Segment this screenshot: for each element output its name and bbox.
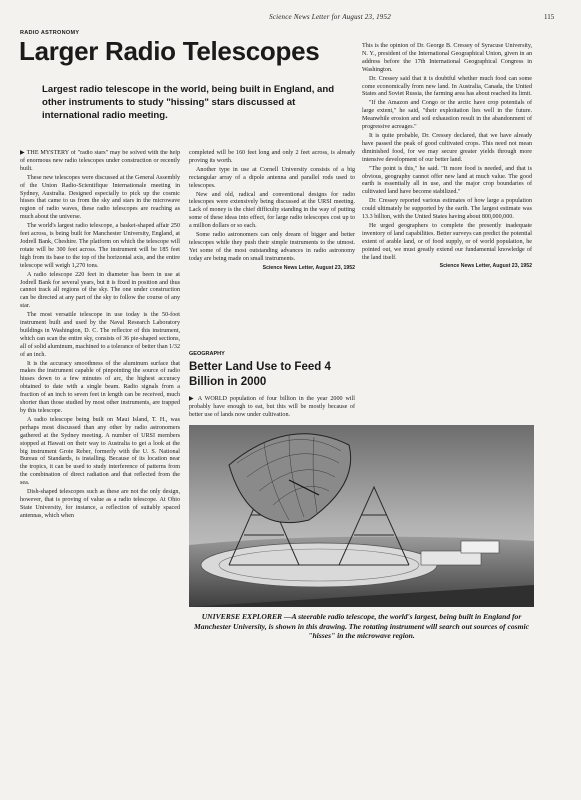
- paragraph: ▶ THE MYSTERY of "radio stars" may be solved with the help of enormous new radio telescopes under construction or recently built.: [20, 150, 180, 172]
- paragraph: New and old, radical and conventional designs for radio telescopes were extensively being discussed at the URSI meeting. Lack of money is the chief difficulty standing in the way of putting some of these ideas into effect, for large radio telescopes cost up to a million dollars or so each.: [189, 191, 355, 230]
- section-kicker: RADIO ASTRONOMY: [20, 30, 80, 36]
- article-credit: Science News Letter, August 23, 1952: [262, 264, 355, 271]
- article-2-intro: [189, 396, 355, 421]
- paragraph: The most versatile telescope in use today is the 50-foot instrument built and used by the Naval Research Laboratory buildings in Washington, D. C. The reflector of this instrument, which can scan the entire sky, consists of 36 pie-shaped sections, all of solid aluminum, machined to a tolerance of better than 1/32 of an inch.: [20, 312, 180, 358]
- paragraph: Dr. Cressey said that it is doubtful whether much food can some come economically from new land. In Australia, Canada, the United States and Soviet Russia, the farming area has about reached its limit.: [362, 75, 532, 98]
- article-column-3: [362, 43, 532, 275]
- section-kicker-2: GEOGRAPHY: [189, 351, 225, 357]
- figure-caption: UNIVERSE EXPLORER —A steerable radio telescope, the world's largest, being built in England for Manchester University, is shown in this drawing. The rotating instrument will search out sources of cosmic "hisses" in the microwave region.: [194, 612, 529, 641]
- paragraph: It is quite probable, Dr. Cressey declared, that we have already have passed the peak of good cultivated crops. This need not mean diminished food, for we may secure greater yields through more intensive development of our better land.: [362, 132, 532, 163]
- paragraph: This is the opinion of Dr. George B. Cressey of Syracuse University, N. Y., president of the International Geographical Union, given in an address before the 17th International Geographical Congress in Washington.: [362, 43, 532, 73]
- paragraph: It is the accuracy smoothness of the aluminum surface that makes the instrument capable of pinpointing the source of radio hisses down to a few minutes of arc, the highest accuracy obtained to date with a single beam. Radio signals from a fraction of an inch to seven feet in length can be received, much shorter than those studied by most other instruments, are trapped by this telescope.: [20, 360, 180, 414]
- article-column-2: [189, 150, 355, 277]
- paragraph: Dr. Cressey reported various estimates of how large a population could ultimately be supported by the earth. The largest estimate was 13.3 billion, with the United States having about 800,000,000.: [362, 198, 532, 221]
- paragraph: A radio telescope 220 feet in diameter has been in use at Jodrell Bank for several years, but it is fixed in position and thus cannot track all regions of the sky. The one under construction can be directed at any part of the sky to follow the course of any star.: [20, 271, 180, 310]
- article-credit-2: Science News Letter, August 23, 1952: [439, 263, 532, 270]
- paragraph: Dish-shaped telescopes such as these are not the only design, however, that is proving of value as a radio telescope. At Ohio State University, for instance, a reflection of suitably spaced antennas, which when: [20, 489, 180, 519]
- page-number: 115: [544, 13, 555, 21]
- running-header: Science News Letter for August 23, 1952: [269, 13, 391, 21]
- paragraph: These new telescopes were discussed at the General Assembly of the Union Radio-Scientifique Internationale meeting in Sydney, Australia. Designed especially to pick up the cosmic hisses that came to us from the sky and stars in the microwave region of radio waves, these radio telescopes are reaching as much about the universe.: [20, 174, 180, 221]
- article-column-1: [20, 150, 180, 750]
- paragraph: He urged geographers to complete the presently inadequate inventory of land capabilities. Better surveys can predict the potential extent of arable land, or of food supply, or of world population, he pointed out, we must greatly extend our fundamental knowledge of the land itself.: [362, 222, 532, 261]
- paragraph: "If the Amazon and Congo or the arctic have crop potentials of large extent," he said, "their exploitation lies well in the future. Meanwhile erosion and soil exhaustion result in the abandonment of progressive acreages.": [362, 100, 532, 131]
- paragraph: A radio telescope being built on Maui Island, T. H., was perhaps most discussed than any other by radio astronomers gathered at the Sydney meeting. A number of URSI members stopped at Hawaii on their way to Australia to get a look at the big instrument Grote Reber, formerly with the U. S. National Bureau of Standards, is installing. Because of its location near the tropics, it can be used to study interference of patterns from the combination of direct radiation and that reflected from the sea.: [20, 416, 180, 487]
- paragraph: completed will be 160 feet long and only 2 feet across, is already proving its worth.: [189, 150, 355, 164]
- article-headline: Larger Radio Telescopes: [19, 36, 320, 66]
- radio-telescope-drawing: [189, 425, 534, 607]
- paragraph: "The point is this," he said. "It more food is needed, and that is obvious, geography cannot offer new land at much value. The good earth is essentially all in use, and the major crop boundaries of cultivated land have become stabilized.": [362, 165, 532, 196]
- paragraph: ▶ A WORLD population of four billion in the year 2000 will probably have enough to eat, but this will be mostly because of better use of lands now under cultivation.: [189, 396, 355, 418]
- paragraph: Some radio astronomers can only dream of bigger and better telescopes while they push their simple instruments to the utmost. Yet some of the most outstanding advances in radio astronomy today are being made on small instruments.: [189, 232, 355, 262]
- paragraph: The world's largest radio telescope, a basket-shaped affair 250 feet across, is being built for Manchester University, England, at Jodrell Bank, Cheshire. The platform on which the telescope will rotate will be 300 feet across. The instrument will be 185 feet high from its base to the top of the horizontal axis, and the entire telescope will weigh 1,270 tons.: [20, 223, 180, 269]
- article-headline-2: Better Land Use to Feed 4 Billion in 2000: [189, 361, 331, 388]
- paragraph: Another type in use at Cornell University consists of a big rectangular array of a dipole antenna and parallel rods used to telescopes.: [189, 166, 355, 189]
- article-deck: Largest radio telescope in the world, being built in England, and other instruments to study "hissing" stars discussed at international radio meeting.: [42, 84, 335, 121]
